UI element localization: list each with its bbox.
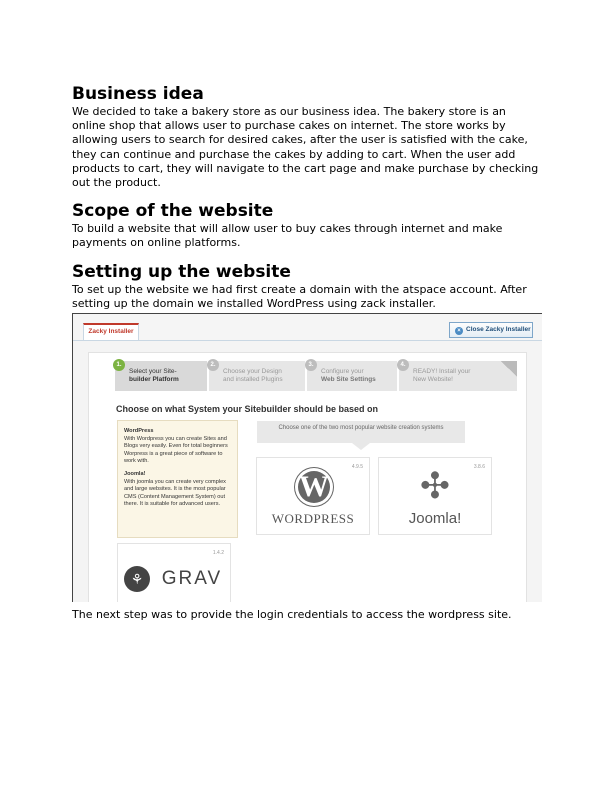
wordpress-card — [256, 457, 370, 535]
step-line-2: and installed Plugins — [223, 376, 283, 383]
step-number: 1. — [113, 359, 125, 371]
document-body — [72, 84, 541, 322]
grav-name: GRAV — [161, 568, 223, 589]
grav-card — [117, 543, 231, 602]
section-text-scope: To build a website that will allow user to buy cakes through internet and make payments on online platforms. — [72, 222, 503, 250]
wizard-step-2 — [209, 361, 305, 391]
step-line-2: builder Platform — [129, 376, 179, 383]
section-text-business-idea: We decided to take a bakery store as our business idea. The bakery store is an online shop that allows user to purchase cakes on internet. The store works by allowing users to search for desired cakes, after the user is satisfied with the cake, they can continue and purchase the cakes by adding to cart. When the user add products to cart, they will navigate to the cart page and make purchase by checking out the product. — [72, 105, 539, 190]
wordpress-info-heading: WordPress — [124, 428, 154, 434]
section-text-setting-up: To set up the website we had first create a domain with the atspace account. After setting up the domain we installed WordPress using zack installer. — [72, 282, 527, 310]
joomla-logo-icon: ✣ — [419, 465, 451, 506]
choose-banner: Choose one of the two most popular website creation systems — [257, 421, 465, 443]
platform-info-box — [117, 420, 238, 538]
step-line-1: Choose your Design — [223, 368, 282, 375]
joomla-info-heading: Joomla! — [124, 471, 146, 478]
joomla-card — [378, 457, 492, 535]
step-line-2: Web Site Settings — [321, 376, 376, 383]
after-screenshot-text: The next step was to provide the login credentials to access the wordpress site. — [72, 608, 512, 621]
installer-panel — [88, 352, 527, 602]
close-installer-button — [449, 322, 533, 338]
step-line-2: New Website! — [413, 376, 453, 383]
wordpress-logo-icon: W — [295, 468, 333, 506]
section-heading-setting-up: Setting up the website — [72, 261, 291, 282]
installer-screenshot — [72, 313, 542, 602]
joomla-name: Joomla! — [408, 510, 462, 527]
wordpress-info-text: With Wordpress you can create Sites and Blogs very easily. Even for total beginners Worpress is a great piece of software to work with. — [124, 436, 228, 464]
banner-arrow-icon — [352, 443, 370, 450]
close-installer-label: Close Zacky Installer — [466, 326, 531, 333]
step-line-1: Configure your — [321, 368, 364, 375]
joomla-version: 3.8.6 — [473, 464, 485, 470]
wizard-step-4 — [399, 361, 517, 391]
step-number: 4. — [397, 359, 409, 371]
wordpress-name: WORDPRESS — [271, 511, 355, 526]
installer-tab: Zacky Installer — [83, 323, 139, 340]
section-heading-scope: Scope of the website — [72, 201, 274, 222]
grav-version: 1.4.2 — [212, 550, 224, 556]
step-number: 2. — [207, 359, 219, 371]
step-number: 3. — [305, 359, 317, 371]
wordpress-version: 4.9.5 — [351, 464, 363, 470]
choose-system-title: Choose on what System your Sitebuilder should be based on — [116, 404, 379, 414]
grav-logo-icon: ⚘ — [124, 566, 150, 592]
step-line-1: READY! Install your — [413, 368, 471, 375]
close-icon: × — [455, 327, 463, 335]
installer-toolbar — [73, 314, 542, 341]
joomla-info-text: With joomla you can create very complex and large websites. It is the most popular CMS (Content Management System) out there. It is suitable for advanced users. — [124, 479, 226, 507]
wizard-steps — [115, 361, 517, 391]
section-heading-business-idea: Business idea — [72, 84, 204, 104]
corner-ribbon — [501, 361, 517, 377]
wizard-step-3 — [307, 361, 397, 391]
wizard-step-1 — [115, 361, 207, 391]
step-line-1: Select your Site- — [129, 368, 177, 375]
